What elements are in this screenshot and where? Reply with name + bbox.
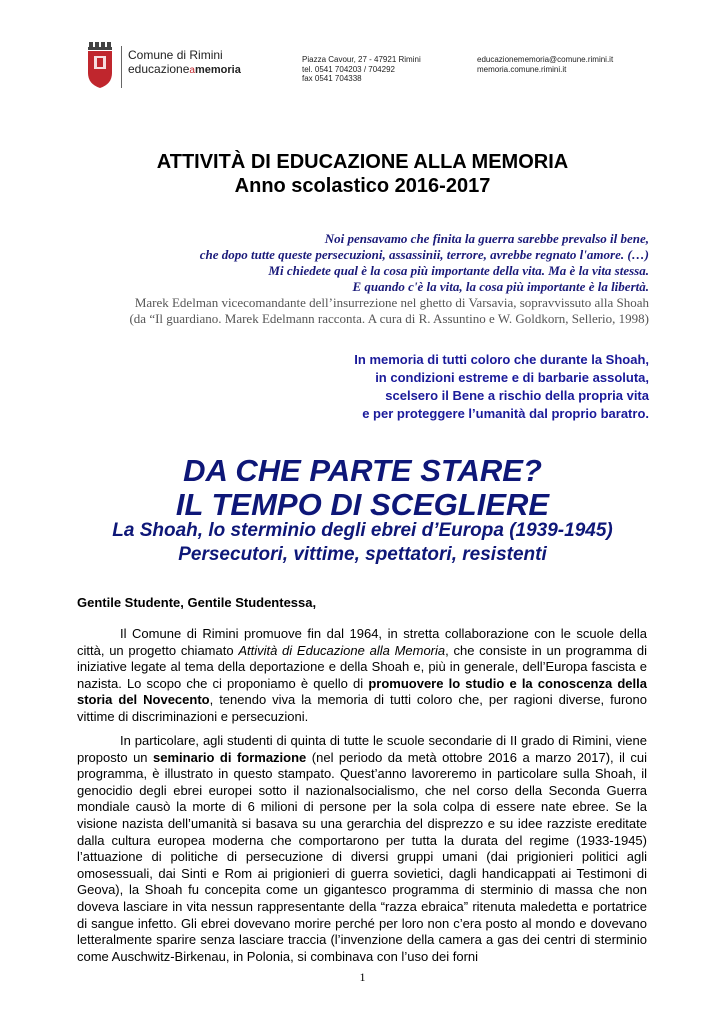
- epigraph-quote: [89, 231, 649, 327]
- contact-address: Piazza Cavour, 27 - 47921 Rimini: [302, 55, 421, 64]
- logo-word-memoria: memoria: [194, 64, 241, 76]
- para1-italic: Attività di Educazione alla Memoria: [238, 642, 446, 658]
- paragraph-1: [77, 626, 647, 726]
- paragraph-2: [77, 733, 647, 965]
- page-subtitle: Anno scolastico 2016-2017: [234, 175, 491, 197]
- rimini-crest-icon: [84, 40, 114, 90]
- para1-bold: promuovere lo studio e la conoscenza della storia del Novecento: [77, 675, 647, 708]
- contact-phone: tel. 0541 704203 / 704292: [302, 64, 395, 74]
- quote-line: Mi chiedete qual è la cosa più importante della vita. Ma è la vita stessa.: [268, 263, 649, 278]
- para1-text: Il Comune di Rimini promuove fin dal 1964, in stretta collaborazione con le scuole della città, un progetto chiamato: [77, 626, 647, 658]
- contact-site[interactable]: memoria.comune.rimini.it: [477, 64, 567, 74]
- logo-line-2: [128, 62, 241, 76]
- quote-citation: (da “Il guardiano. Marek Edelmann racconta. A cura di R. Assuntino e W. Goldkorn, Sellerio, 1998): [129, 311, 649, 326]
- logo-line-1: Comune di Rimini: [128, 48, 223, 62]
- quote-line: E quando c'è la vita, la cosa più importante è la libertà.: [352, 279, 649, 294]
- para2-text: In particolare, agli studenti di quinta di tutte le scuole secondarie di II grado di Rimini, viene proposto un: [77, 733, 647, 765]
- para1-text: , tenendo viva la memoria di tutti coloro che, per ragioni diverse, furono vittime di discriminazioni e persecuzioni.: [77, 692, 647, 724]
- contact-web-block: [477, 55, 613, 74]
- para2-bold: seminario di formazione: [153, 749, 307, 765]
- quote-line: Noi pensavamo che finita la guerra sarebbe prevalso il bene,: [324, 231, 649, 246]
- greeting: Gentile Studente, Gentile Studentessa,: [77, 595, 317, 610]
- headline-subtitle-2: Persecutori, vittime, spettatori, resistenti: [178, 544, 547, 565]
- contact-email[interactable]: educazionememoria@comune.rimini.it: [477, 55, 614, 64]
- logo-divider: [121, 46, 122, 88]
- logo: [84, 40, 241, 94]
- logo-word-educazione: educazione: [128, 62, 190, 76]
- quote-line: che dopo tutte queste persecuzioni, assassinii, terrore, avrebbe regnato l'amore. (…): [199, 247, 649, 262]
- dedication: [89, 351, 649, 423]
- headline-line-2: IL TEMPO DI SCEGLIERE: [175, 487, 550, 522]
- page-title: ATTIVITÀ DI EDUCAZIONE ALLA MEMORIA: [156, 151, 569, 173]
- contact-fax: fax 0541 704338: [302, 74, 362, 83]
- quote-source: Marek Edelman vicecomandante dell’insurrezione nel ghetto di Varsavia, sopravvissuto alla Shoah: [134, 295, 649, 310]
- page-number: 1: [359, 970, 366, 984]
- contact-address-block: [302, 55, 421, 84]
- para1-text: , che consiste in un programma di iniziative legate al tema della deportazione e della Shoah e, più in generale, dell’Europa fascista e nazista. Lo scopo che ci proponiamo è quello di: [77, 642, 647, 691]
- para2-text: (nel periodo da metà ottobre 2016 a marzo 2017), il cui programma, è illustrato in questo stampato. Quest’anno lavoreremo in particolare sulla Shoah, il genocidio degli ebrei europei sotto il nazionalsocialismo, che nel corso della Seconda Guerra mondiale causò la morte di 6 milioni di persone per la sola colpa di essere nate ebree. Se la visione nazista dell’umanità si basava su una gerarchia del disprezzo e su idee razziste ereditate dalla cultura europea moderna che comportarono per tutta la durata del regime (1933-1945) l’attuazione di politiche di persecuzione di diversi gruppi umani (dai prigionieri politici agli omosessuali, dai Sinti e Rom ai prigionieri di guerra sovietici, dagli handicappati ai Testimoni di Geova), la Shoah fu concepita come un gigantesco programma di sterminio di massa che non doveva lasciare in vita nessun rappresentante della “razza ebraica” ritenuta maledetta e portatrice di sangue infetto. Gli ebrei dovevano morire perché per loro non c’era posto al mondo e dovevano letteralmente sparire senza lasciare traccia (l’invenzione della camera a gas dei centri di sterminio come Auschwitz-Birkenau, in Polonia, si combinava con l’uso dei forni: [77, 749, 647, 964]
- dedication-line: e per proteggere l’umanità dal proprio baratro.: [362, 406, 649, 421]
- logo-word-amp: a: [189, 65, 195, 76]
- headline-line-1: DA CHE PARTE STARE?: [183, 453, 542, 488]
- dedication-line: scelsero il Bene a rischio della propria vita: [385, 388, 649, 403]
- dedication-line: In memoria di tutti coloro che durante la Shoah,: [354, 352, 649, 367]
- headline-subtitle-1: La Shoah, lo sterminio degli ebrei d’Europa (1939-1945): [112, 520, 613, 541]
- dedication-line: in condizioni estreme e di barbarie assoluta,: [375, 370, 649, 385]
